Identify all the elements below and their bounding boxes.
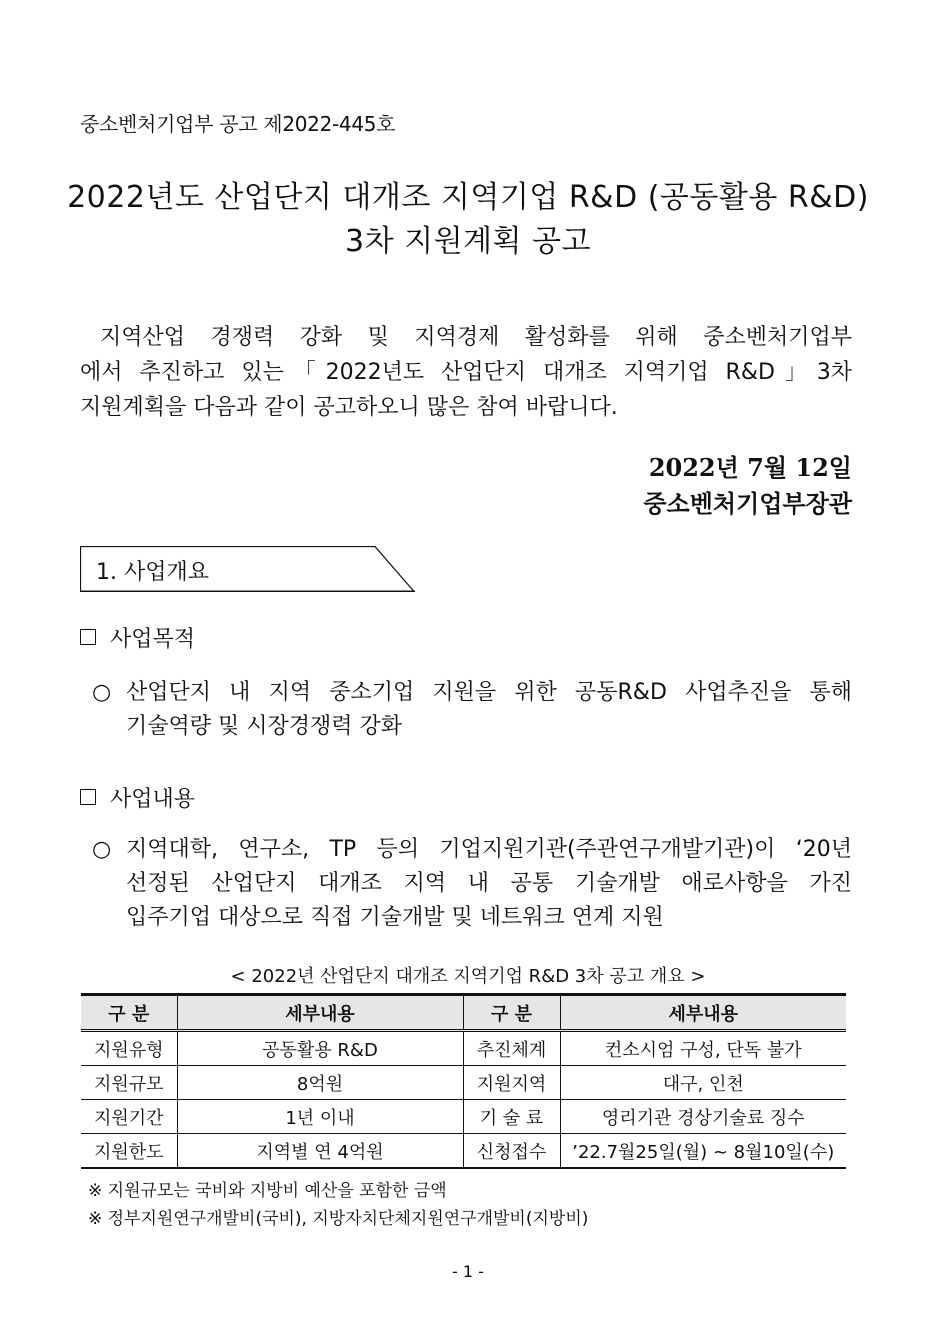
table-cell: 영리기관 경상기술료 징수 [560, 1100, 846, 1134]
content-line-3: 입주기업 대상으로 직접 기술개발 및 네트워크 연계 지원 [126, 905, 664, 930]
table-header-cell: 세부내용 [177, 995, 463, 1031]
square-bullet-icon [80, 789, 96, 805]
intro-paragraph [80, 320, 852, 425]
table-header-cell: 구 분 [463, 995, 560, 1031]
table-cell: 지원지역 [463, 1066, 560, 1100]
circle-bullet-icon: ○ [92, 837, 112, 862]
purpose-line-1: 산업단지 내 지역 중소기업 지원을 위한 공동R&D 사업추진을 통해 [126, 680, 852, 705]
table-header-cell: 세부내용 [560, 995, 846, 1031]
square-bullet-icon [80, 629, 96, 645]
table-cell: 대구, 인천 [560, 1066, 846, 1100]
table-cell: 공동활용 R&D [177, 1031, 463, 1066]
issuer: 중소벤처기업부장관 [643, 490, 852, 518]
table-cell: 지원한도 [81, 1134, 177, 1169]
content-heading [80, 782, 195, 813]
table-row [81, 1031, 846, 1066]
table-cell: 추진체계 [463, 1031, 560, 1066]
table-row [81, 1066, 846, 1100]
summary-table [81, 993, 846, 1169]
table-cell: 기 술 료 [463, 1100, 560, 1134]
note-1: ※ 지원규모는 국비와 지방비 예산을 포함한 금액 [88, 1181, 447, 1201]
table-cell: 8억원 [177, 1066, 463, 1100]
table-cell: 컨소시엄 구성, 단독 불가 [560, 1031, 846, 1066]
purpose-bullet [92, 676, 852, 744]
table-cell: 지원유형 [81, 1031, 177, 1066]
intro-line-2: 에서 추진하고 있는「2022년도 산업단지 대개조 지역기업 R&D」3차 [80, 360, 852, 385]
table-caption: < 2022년 산업단지 대개조 지역기업 R&D 3차 공고 개요 > [230, 966, 706, 987]
table-cell: 지원기간 [81, 1100, 177, 1134]
content-line-2: 선정된 산업단지 대개조 지역 내 공통 기술개발 애로사항을 가진 [126, 871, 852, 896]
table-cell: 신청접수 [463, 1134, 560, 1169]
table-header-row [81, 995, 846, 1031]
content-bullet [92, 833, 852, 935]
intro-line-3: 지원계획을 다음과 같이 공고하오니 많은 참여 바랍니다. [80, 395, 618, 420]
table-cell: 지원규모 [81, 1066, 177, 1100]
note-2: ※ 정부지원연구개발비(국비), 지방자치단체지원연구개발비(지방비) [88, 1209, 589, 1229]
table-header-cell: 구 분 [81, 995, 177, 1031]
intro-line-1: 지역산업 경쟁력 강화 및 지역경제 활성화를 위해 중소벤처기업부 [100, 325, 852, 350]
announcement-date: 2022년 7월 12일 [648, 453, 852, 482]
circle-bullet-icon: ○ [92, 680, 112, 705]
table-cell: 지역별 연 4억원 [177, 1134, 463, 1169]
content-line-1: 지역대학, 연구소, TP 등의 기업지원기관(주관연구개발기관)이 ‘20년 [126, 837, 852, 862]
purpose-heading-text: 사업목적 [110, 627, 196, 652]
content-heading-text: 사업내용 [110, 787, 196, 812]
notice-number: 중소벤처기업부 공고 제2022-445호 [80, 112, 396, 136]
table-cell: 1년 이내 [177, 1100, 463, 1134]
title-line-2: 3차 지원계획 공고 [344, 224, 592, 259]
section-1-label: 1. 사업개요 [96, 560, 209, 585]
table-cell: ’22.7월25일(월) ~ 8월10일(수) [560, 1134, 846, 1169]
purpose-line-2: 기술역량 및 시장경쟁력 강화 [126, 714, 403, 739]
title-line-1: 2022년도 산업단지 대개조 지역기업 R&D (공동활용 R&D) [67, 180, 869, 215]
table-row [81, 1100, 846, 1134]
page-number: - 1 - [452, 1262, 484, 1281]
purpose-heading [80, 622, 195, 653]
table-row [81, 1134, 846, 1169]
